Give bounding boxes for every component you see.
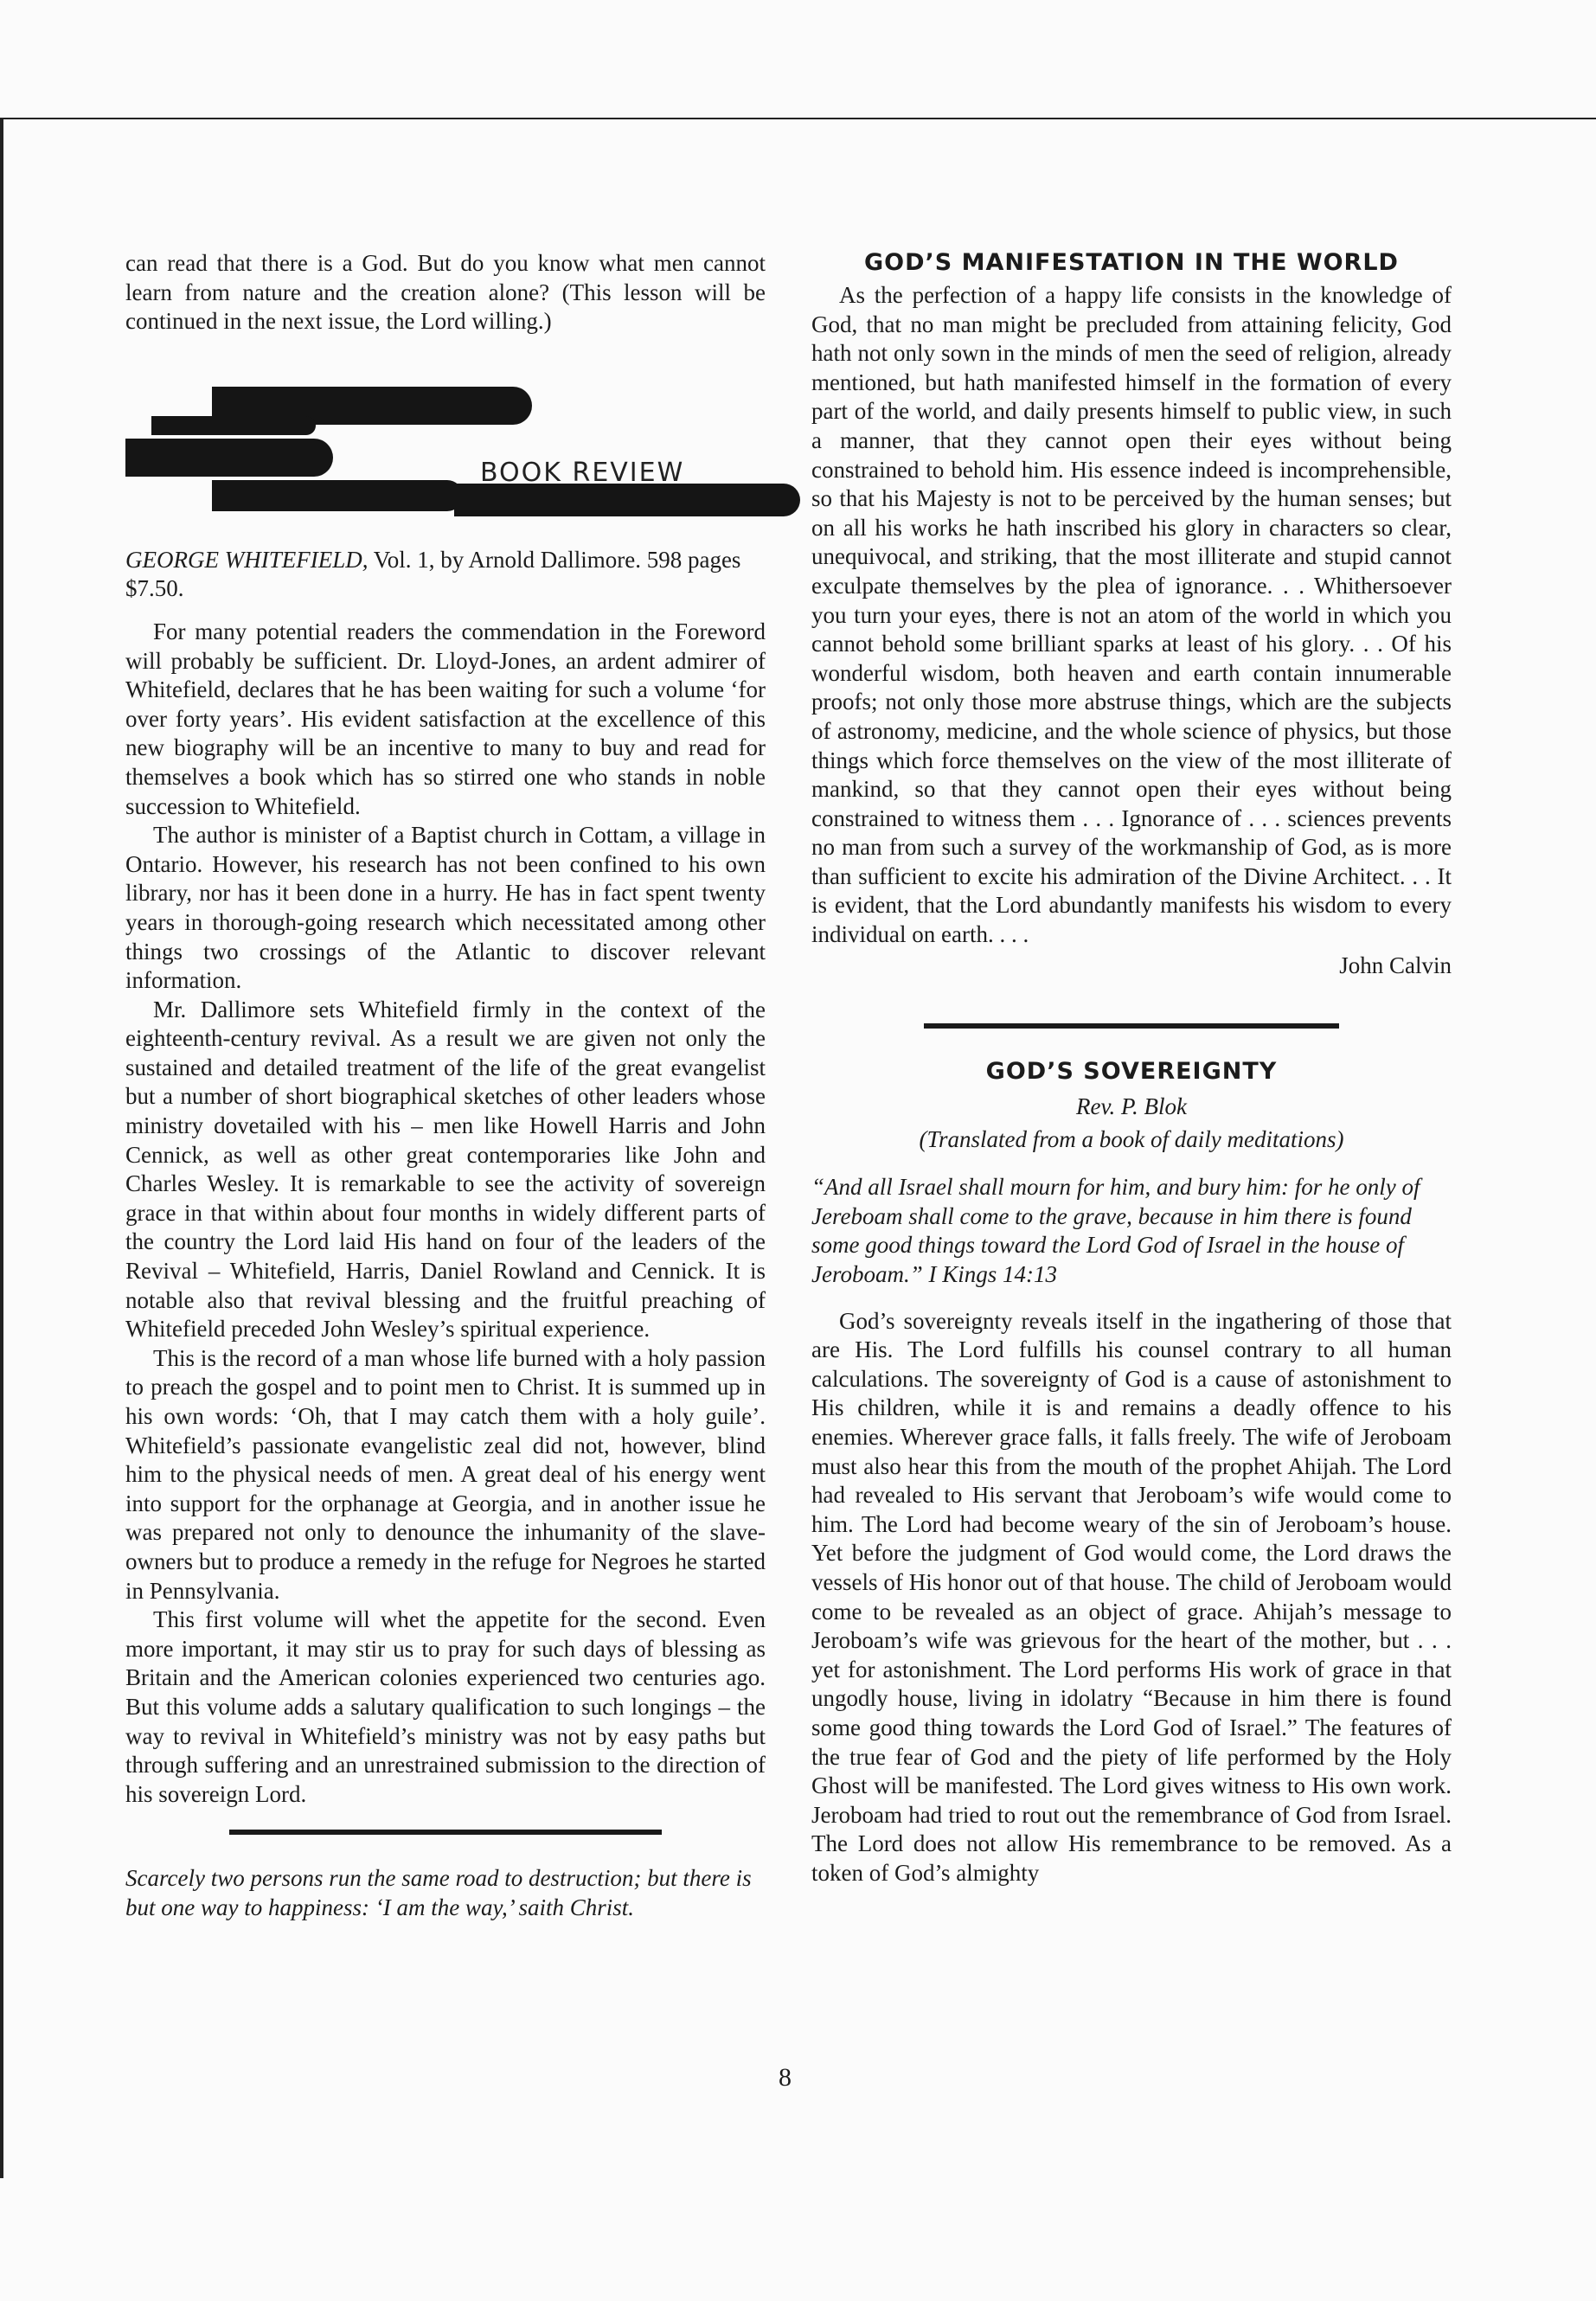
page-number: 8 xyxy=(779,2063,792,2092)
manifestation-heading: GOD’S MANIFESTATION IN THE WORLD xyxy=(864,249,1399,276)
closing-quote: Scarcely two persons run the same road to destruction; but there is but one way to happiness: ‘I am the way,’ saith Christ. xyxy=(125,1865,752,1920)
sovereignty-heading: GOD’S SOVEREIGNTY xyxy=(985,1058,1278,1086)
book-review-banner xyxy=(125,387,766,516)
article-author: Rev. P. Blok xyxy=(1076,1093,1187,1120)
banner-bar xyxy=(125,439,333,477)
book-review-title: BOOK REVIEW xyxy=(480,457,685,488)
right-column xyxy=(811,249,1452,1888)
review-paragraph: For many potential readers the commendation in the Foreword will probably be sufficient. Dr. Lloyd-Jones, an ardent admirer of Whitefield, declares that he has been waiting for such a volume ‘for over forty years’. His evident satisfaction at the excellence of this new biography will be an incentive to many to buy and read for themselves a book which has so stirred one who stands in noble succession to Whitefield. xyxy=(125,618,766,819)
review-paragraph: This is the record of a man whose life burned with a holy passion to preach the gospel and to point men to Christ. It is summed up in his own words: ‘Oh, that I may catch them with a holy guile’. Whitefield’s passionate evangelistic zeal did not, however, blind him to the physical needs of men. A great deal of his energy went into support for the orphanage at Georgia, and in another issue he was prepared not only to denounce the inhumanity of the slave-owners but to produce a remedy in the refuge for Negroes he started in Pennsylvania. xyxy=(125,1344,766,1604)
banner-bar xyxy=(212,480,463,511)
scripture-quote: “And all Israel shall mourn for him, and bury him: for he only of Jereboam shall come to the grave, because in him there is found some good things toward the Lord God of Israel in the house of Jeroboam.” I Kings 14:13 xyxy=(811,1174,1420,1288)
article-source: (Translated from a book of daily meditations) xyxy=(919,1126,1344,1153)
sovereignty-body: God’s sovereignty reveals itself in the ingathering of those that are His. The Lord fulfills his counsel contrary to all human calculations. The sovereignty of God is a cause of astonishment to His children, while it is and remains a deadly offence to his enemies. Wherever grace falls, it falls freely. The wife of Jeroboam must also hear this from the mouth of the prophet Ahijah. The Lord had revealed to His servant that Jeroboam’s wife would come to him. The Lord had become weary of the sin of Jeroboam’s house. Yet before the judgment of God would come, the Lord draws the vessels of His honor out of that house. The child of Jeroboam would come to be revealed as an object of grace. Ahijah’s message to Jeroboam’s wife was grievous for the heart of the mother, but . . . yet for astonishment. The Lord performs His work of grace in that ungodly house, living in idolatry “Because in him there is found some good thing towards the Lord God of Israel.” The features of the true fear of God and the piety of life performed by the Holy Ghost will be manifested. The Lord gives witness to His own work. Jeroboam had tried to rout out the remembrance of God from Israel. The Lord does not allow His remembrance to be removed. As a token of God’s almighty xyxy=(811,1307,1452,1886)
left-border-rule xyxy=(0,119,3,2178)
intro-paragraph: can read that there is a God. But do you know what men cannot learn from nature and the creation alone? (This lesson will be continued in the next issue, the Lord willing.) xyxy=(125,250,766,335)
book-details: Vol. 1, by Arnold Dallimore. 598 pages $7.50. xyxy=(125,546,741,602)
banner-bar xyxy=(454,484,800,516)
review-paragraph: This first volume will whet the appetite for the second. Even more important, it may stir us to pray for such days of blessing as Britain and the American colonies experienced two centuries ago. But this volume adds a salutary qualification to such longings – the way to revival in Whitefield’s ministry was not by easy paths but through suffering and an unrestrained submission to the direction of his sovereign Lord. xyxy=(125,1606,766,1807)
top-border-rule xyxy=(0,118,1596,119)
left-column xyxy=(125,249,766,1923)
manifestation-body: As the perfection of a happy life consists in the knowledge of God, that no man might be precluded from attaining felicity, God hath not only sown in the minds of men the seed of religion, already mentioned, but hath manifested himself in the formation of every part of the world, and daily presents himself to public view, in such a manner, that they cannot open their eyes without being constrained to behold him. His essence indeed is incomprehensible, so that his Majesty is not to be perceived by the human senses; but on all his works he hath inscribed his glory in characters so clear, unequivocal, and striking, that the most illiterate and stupid cannot exculpate themselves by the plea of ignorance. . . Whithersoever you turn your eyes, there is not an atom of the world in which you cannot behold some brilliant sparks at least of his glory. . . Of his wonderful wisdom, both heaven and earth contain innumerable proofs; not only those more abstruse things, which are the subjects of astronomy, medicine, and the whole science of physics, but those things which force themselves on the view of the most illiterate of mankind, so that they cannot open their eyes without being constrained to witness them . . . Ignorance of . . . sciences prevents no man from such a survey of the workmanship of God, as is more than sufficient to excite his admiration of the Divine Architect. . . It is evident, that the Lord abundantly manifests his wisdom to every individual on earth. . . . xyxy=(811,282,1452,948)
review-paragraph: The author is minister of a Baptist church in Cottam, a village in Ontario. However, his research has not been confined to his own library, nor has it been done in a hurry. He has in fact spent twenty years in thorough-going research which necessitated among other things two crossings of the Atlantic to discover relevant information. xyxy=(125,822,766,994)
book-title: GEORGE WHITEFIELD, xyxy=(125,546,369,573)
review-paragraph: Mr. Dallimore sets Whitefield firmly in the context of the eighteenth-century revival. As a result we are given not only the sustained and detailed treatment of the life of the great evangelist but a number of short biographical sketches of other leaders whose ministry dovetailed with his – men like Howell Harris and John Cennick, as well as other great contemporaries like John and Charles Wesley. It is remarkable to see the activity of sovereign grace in that within about four months in widely different parts of the country the Lord laid His hand on four of the leaders of the Revival – Whitefield, Harris, Daniel Rowland and Cennick. It is notable also that revival blessing and the fruitful preaching of Whitefield preceded John Wesley’s spiritual experience. xyxy=(125,996,766,1343)
attribution: John Calvin xyxy=(1339,952,1452,978)
book-citation xyxy=(125,546,766,604)
banner-bar xyxy=(151,416,316,435)
